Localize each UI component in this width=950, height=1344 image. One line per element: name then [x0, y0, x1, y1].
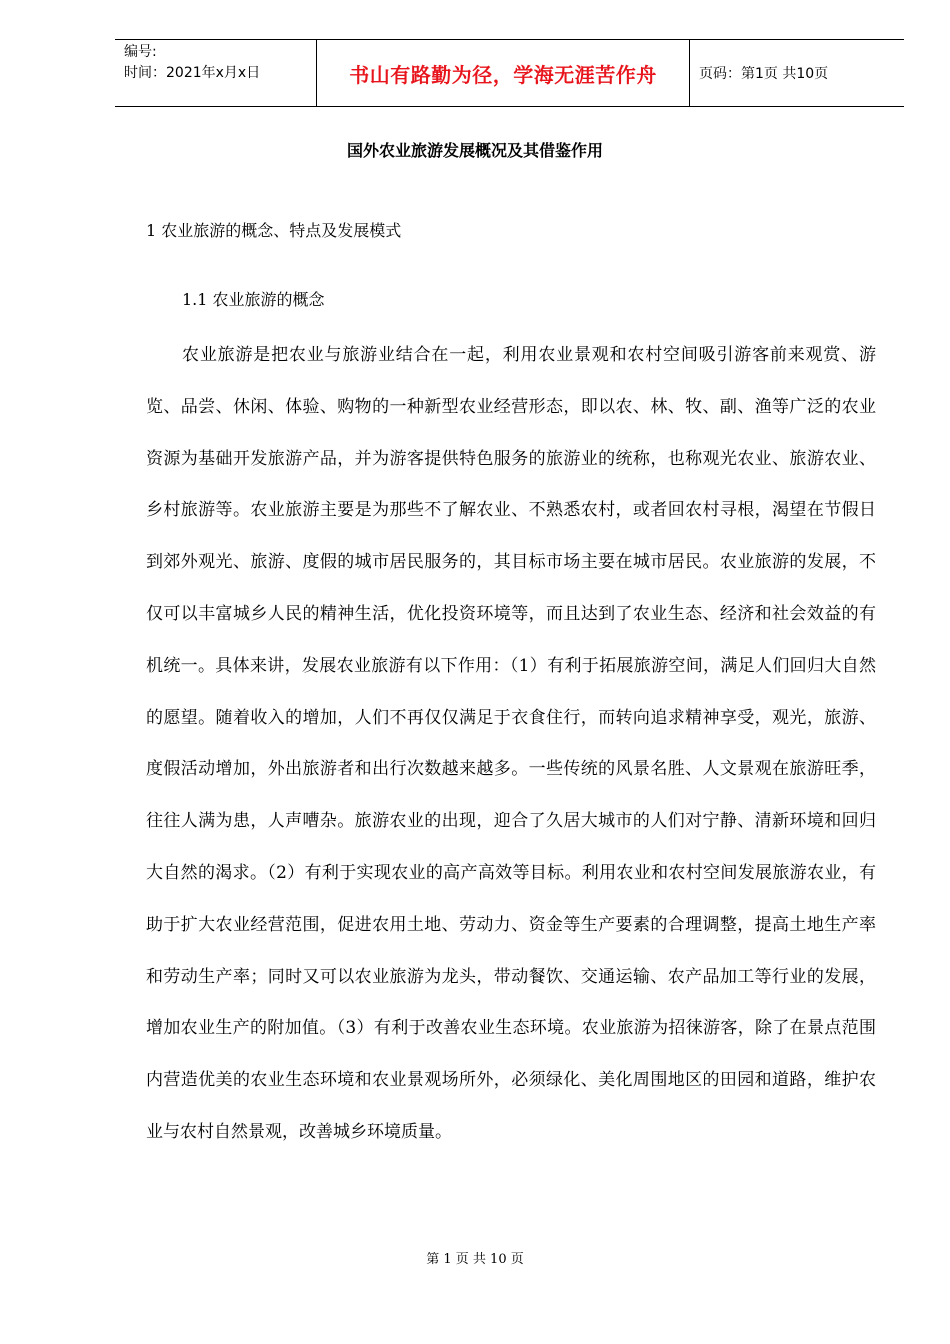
page-label: 页码：第1页 共10页 [699, 66, 829, 82]
header-meta-cell [115, 40, 316, 106]
header-table [115, 39, 904, 107]
motto-text: 书山有路勤为径，学海无涯苦作舟 [349, 62, 657, 87]
header-page-cell [690, 40, 904, 106]
body-paragraph: 农业旅游是把农业与旅游业结合在一起，利用农业景观和农村空间吸引游客前来观赏、游览、品尝、休闲、体验、购物的一种新型农业经营形态，即以农、林、牧、副、渔等广泛的农业资源为基础开发旅游产品，并为游客提供特色服务的旅游业的统称，也称观光农业、旅游农业、乡村旅游等。农业旅游主要是为那些不了解农业、不熟悉农村，或者回农村寻根，渴望在节假日到郊外观光、旅游、度假的城市居民服务的，其目标市场主要在城市居民。农业旅游的发展，不仅可以丰富城乡人民的精神生活，优化投资环境等，而且达到了农业生态、经济和社会效益的有机统一。具体来讲，发展农业旅游有以下作用：（1）有利于拓展旅游空间，满足人们回归大自然的愿望。随着收入的增加，人们不再仅仅满足于衣食住行，而转向追求精神享受，观光，旅游、度假活动增加，外出旅游者和出行次数越来越多。一些传统的风景名胜、人文景观在旅游旺季，往往人满为患，人声嘈杂。旅游农业的出现，迎合了久居大城市的人们对宁静、清新环境和回归大自然的渴求。（2）有利于实现农业的高产高效等目标。利用农业和农村空间发展旅游农业，有助于扩大农业经营范围，促进农用土地、劳动力、资金等生产要素的合理调整，提高土地生产率和劳动生产率；同时又可以农业旅游为龙头，带动餐饮、交通运输、农产品加工等行业的发展，增加农业生产的附加值。（3）有利于改善农业生态环境。农业旅游为招徕游客，除了在景点范围内营造优美的农业生态环境和农业景观场所外，必须绿化、美化周围地区的田园和道路，维护农业与农村自然景观，改善城乡环境质量。 [146, 345, 876, 1142]
number-label: 编号: [124, 44, 157, 60]
page-footer: 第 1 页 共 10 页 [426, 1252, 524, 1267]
header-motto-cell [316, 40, 690, 106]
document-title: 国外农业旅游发展概况及其借鉴作用 [346, 141, 603, 160]
subsection-heading: 1.1 农业旅游的概念 [182, 290, 325, 309]
time-label: 时间：2021年x月x日 [124, 65, 261, 81]
section-heading: 1 农业旅游的概念、特点及发展模式 [146, 221, 402, 240]
